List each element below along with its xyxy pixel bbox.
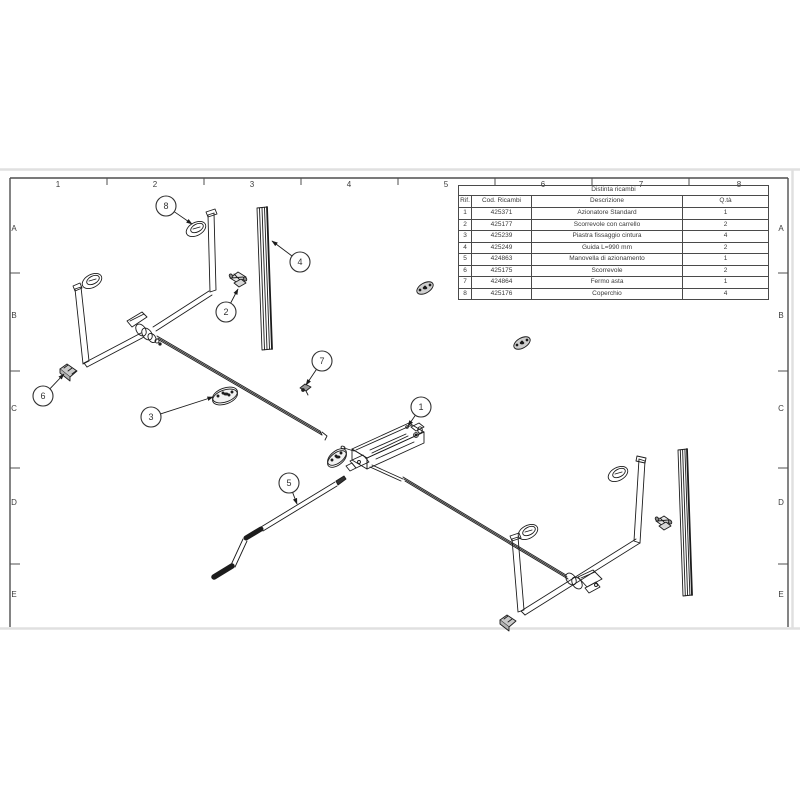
parts-table-grid: [458, 185, 769, 300]
cell-rif: 7: [459, 277, 472, 289]
callout-balloon-3: [141, 397, 213, 427]
cell-cod: 424864: [472, 277, 532, 289]
col-header-desc: Descrizione: [532, 196, 683, 208]
frame-row-label-left: D: [11, 498, 17, 507]
slider-with-carrier-left: [229, 272, 248, 287]
parts-table-row: [459, 254, 769, 266]
callout-number: 4: [297, 257, 303, 267]
frame-row-label-right: E: [778, 590, 784, 599]
frame-column-label: 3: [249, 180, 255, 189]
callout-leader-line: [306, 369, 316, 385]
guide-extrusion-left: [257, 207, 272, 350]
frame-column-label: 4: [346, 180, 352, 189]
callout-number: 6: [40, 391, 46, 401]
rod-stop: [300, 384, 311, 395]
callout-number: 3: [148, 412, 154, 422]
frame-column-label: 7: [638, 180, 644, 189]
cell-cod: 425371: [472, 208, 532, 220]
drive-rod-right: [403, 477, 568, 579]
frame-row-label-left: B: [11, 311, 17, 320]
cell-desc: Scorrevole con carrello: [532, 219, 683, 231]
frame-column-label: 6: [540, 180, 546, 189]
callout-leader-line: [272, 241, 292, 256]
cell-cod: 425177: [472, 219, 532, 231]
col-header-qty: Q.tà: [683, 196, 769, 208]
frame-row-label-left: E: [11, 590, 17, 599]
cell-desc: Guida L=990 mm: [532, 242, 683, 254]
cell-rif: 8: [459, 288, 472, 300]
callout-balloon-4: [272, 241, 310, 272]
callout-balloons: [33, 196, 431, 504]
cell-desc: Azionatore Standard: [532, 208, 683, 220]
cell-qty: 2: [683, 219, 769, 231]
callout-leader-line: [161, 397, 213, 414]
cell-rif: 1: [459, 208, 472, 220]
cell-cod: 425249: [472, 242, 532, 254]
parts-table-row: [459, 219, 769, 231]
cell-desc: Coperchio: [532, 288, 683, 300]
frame-column-label: 1: [55, 180, 61, 189]
guide-extrusion-right: [678, 449, 692, 596]
right-guide-frame: [510, 456, 646, 615]
actuator: [341, 423, 424, 481]
callout-number: 1: [418, 402, 424, 412]
parts-table-row: [459, 265, 769, 277]
callout-balloon-1: [408, 397, 431, 426]
cell-desc: Fermo asta: [532, 277, 683, 289]
cell-qty: 2: [683, 242, 769, 254]
cell-desc: Piastra fissaggio cintura: [532, 231, 683, 243]
col-header-cod: Cod. Ricambi: [472, 196, 532, 208]
cell-rif: 4: [459, 242, 472, 254]
callout-number: 8: [163, 201, 169, 211]
callout-balloon-8: [156, 196, 192, 224]
parts-table: [458, 185, 768, 300]
left-carriage: [127, 312, 161, 345]
cell-rif: 3: [459, 231, 472, 243]
belt-fixing-plates: [210, 279, 532, 470]
frame-row-label-right: C: [778, 404, 784, 413]
frame-row-label-right: B: [778, 311, 784, 320]
parts-table-row: [459, 288, 769, 300]
parts-table-row: [459, 242, 769, 254]
callout-leader-line: [174, 212, 192, 224]
right-carriage: [564, 570, 602, 593]
frame-row-label-left: A: [11, 224, 17, 233]
cell-cod: 425239: [472, 231, 532, 243]
frame-column-label: 8: [736, 180, 742, 189]
frame-column-label: 2: [152, 180, 158, 189]
frame-row-label-right: A: [778, 224, 784, 233]
parts-table-row: [459, 277, 769, 289]
slider-with-carrier-right: [655, 516, 673, 530]
parts-table-row: [459, 208, 769, 220]
callout-leader-line: [293, 492, 297, 504]
cell-qty: 1: [683, 254, 769, 266]
cell-desc: Manovella di azionamento: [532, 254, 683, 266]
callout-number: 2: [223, 307, 229, 317]
cell-cod: 424863: [472, 254, 532, 266]
parts-table-row: [459, 231, 769, 243]
slider-block-left: [60, 364, 77, 381]
callout-number: 5: [286, 478, 292, 488]
frame-row-label-left: C: [11, 404, 17, 413]
col-header-rif: Rif.: [459, 196, 472, 208]
cell-cod: 425175: [472, 265, 532, 277]
callout-leader-line: [231, 289, 238, 303]
cell-rif: 5: [459, 254, 472, 266]
cell-qty: 1: [683, 277, 769, 289]
cell-qty: 2: [683, 265, 769, 277]
parts-table-body: [459, 208, 769, 300]
parts-table-title: Distinta ricambi: [459, 186, 769, 196]
cell-rif: 6: [459, 265, 472, 277]
callout-balloon-7: [306, 351, 332, 385]
callout-balloon-5: [279, 473, 299, 504]
cell-qty: 4: [683, 288, 769, 300]
cell-rif: 2: [459, 219, 472, 231]
callout-balloon-6: [33, 374, 64, 406]
cell-qty: 1: [683, 208, 769, 220]
callout-leader-line: [50, 374, 64, 389]
frame-row-label-right: D: [778, 498, 784, 507]
callout-balloon-2: [216, 289, 238, 322]
cell-qty: 4: [683, 231, 769, 243]
crank-handle: [214, 476, 346, 577]
callout-number: 7: [319, 356, 325, 366]
frame-column-label: 5: [443, 180, 449, 189]
cell-desc: Scorrevole: [532, 265, 683, 277]
cell-cod: 425176: [472, 288, 532, 300]
